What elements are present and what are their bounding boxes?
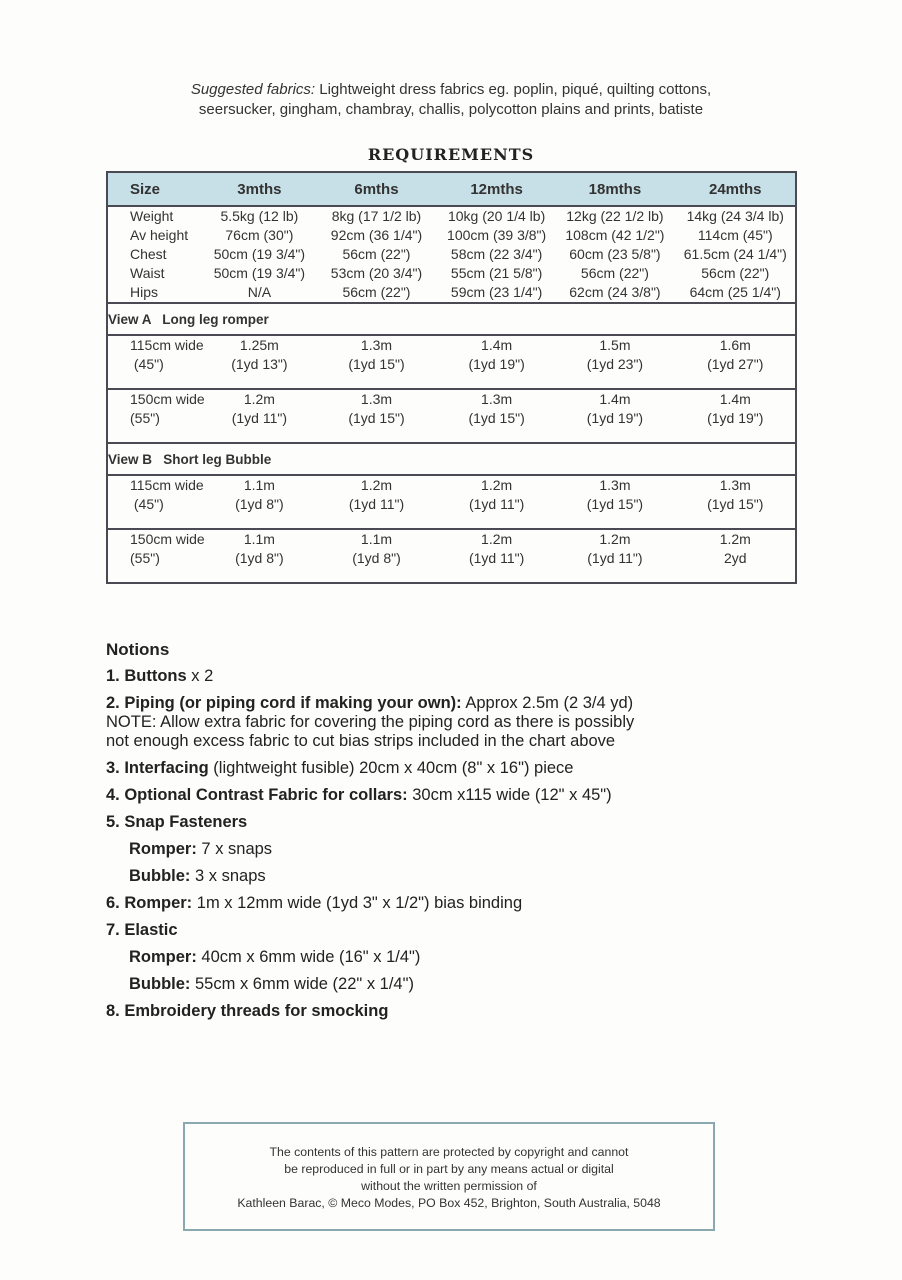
copyright-line: The contents of this pattern are protected by copyright and cannot: [269, 1145, 629, 1159]
notion-item-title: Romper:: [129, 840, 197, 858]
measurement-labels: [107, 206, 205, 303]
notion-item: [106, 948, 806, 967]
meters: 1.2m: [243, 391, 275, 407]
notion-item-title: 8. Embroidery threads for smocking: [106, 1002, 389, 1020]
cell: [314, 529, 439, 583]
yards: 2yd: [723, 550, 747, 566]
cell: 114cm (45"): [697, 227, 773, 243]
yards: (1yd 27"): [707, 356, 764, 372]
measurements-row: [107, 206, 796, 303]
notion-item-title: 2. Piping (or piping cord if making your own):: [106, 694, 462, 712]
notion-item: [106, 867, 806, 886]
label-chest: Chest: [130, 246, 167, 262]
meters: 1.4m: [599, 391, 631, 407]
copyright-line: without the written permission of: [361, 1179, 537, 1193]
width-label: 150cm wide: [130, 531, 205, 547]
cell: 58cm (22 3/4"): [450, 246, 543, 262]
yards: (1yd 11"): [231, 410, 288, 426]
yards: (1yd 19"): [468, 356, 525, 372]
view-a-title: View A Long leg romper: [107, 303, 796, 335]
cell: [439, 389, 554, 443]
copyright-line: Kathleen Barac, © Meco Modes, PO Box 452, Brighton, South Australia, 5048: [237, 1196, 661, 1210]
width-label: 150cm wide: [130, 391, 205, 407]
yards: (1yd 8"): [352, 550, 401, 566]
measurements-12mths: [439, 206, 554, 303]
yards: (1yd 15"): [348, 410, 405, 426]
row-label: [107, 475, 205, 529]
requirements-title: REQUIREMENTS: [367, 145, 535, 164]
requirements-table: [106, 171, 797, 584]
meters: 1.2m: [360, 477, 393, 493]
notion-item: [106, 840, 806, 859]
width-inches: (55"): [130, 410, 160, 426]
row-label: [107, 529, 205, 583]
cell: 76cm (30"): [225, 227, 294, 243]
cell: 60cm (23 5/8"): [569, 246, 661, 262]
yards: (1yd 8"): [235, 496, 284, 512]
cell: 61.5cm (24 1/4"): [683, 246, 787, 262]
meters: 1.2m: [599, 531, 631, 547]
header-24mths: 24mths: [676, 172, 796, 206]
notions-list: [106, 667, 806, 1021]
cell: 64cm (25 1/4"): [689, 284, 781, 300]
meters: 1.1m: [243, 477, 275, 493]
notion-item-text: 30cm x115 wide (12" x 45"): [407, 786, 612, 804]
row-label: [107, 335, 205, 389]
notion-item: [106, 713, 806, 732]
yards: (1yd 11"): [587, 550, 643, 566]
cell: [554, 529, 675, 583]
cell: [676, 475, 796, 529]
view-a-header: [107, 303, 796, 335]
width-label: 115cm wide: [130, 337, 204, 353]
yards: (1yd 11"): [468, 496, 525, 512]
meters: 1.5m: [599, 337, 631, 353]
notion-item-title: 7. Elastic: [106, 921, 178, 939]
notion-item-title: 3. Interfacing: [106, 759, 209, 777]
notion-item: [106, 894, 806, 913]
cell: 56cm (22"): [580, 265, 649, 281]
notion-item-title: Bubble:: [129, 867, 191, 885]
cell: 100cm (39 3/8"): [447, 227, 547, 243]
notion-item-text: (lightweight fusible) 20cm x 40cm (8" x 16") piece: [208, 759, 574, 777]
notion-item-title: 1. Buttons: [106, 667, 187, 685]
fabrics-line-1: Lightweight dress fabrics eg. poplin, piqué, quilting cottons,: [315, 81, 712, 98]
meters: 1.3m: [360, 391, 393, 407]
yards: (1yd 11"): [468, 550, 525, 566]
cell: [676, 389, 796, 443]
copyright-line: be reproduced in full or in part by any means actual or digital: [284, 1162, 614, 1176]
header-6mths: 6mths: [314, 172, 439, 206]
cell: [205, 389, 314, 443]
cell: [439, 475, 554, 529]
notion-item-text: 7 x snaps: [196, 840, 273, 858]
notion-item-text: NOTE: Allow extra fabric for covering the piping cord as there is possibly: [106, 713, 635, 731]
cell: [439, 335, 554, 389]
cell: 10kg (20 1/4 lb): [447, 208, 546, 224]
table-row: [107, 475, 796, 529]
notion-item: [106, 975, 806, 994]
table-row: [107, 529, 796, 583]
yards: (1yd 23"): [586, 356, 644, 372]
notion-item-text: Approx 2.5m (2 3/4 yd): [461, 694, 634, 712]
header-18mths: 18mths: [554, 172, 675, 206]
meters: 1.25m: [239, 337, 279, 353]
cell: [554, 335, 675, 389]
cell: [554, 389, 675, 443]
table-row: [107, 335, 796, 389]
cell: [439, 529, 554, 583]
fabrics-line-2: seersucker, gingham, chambray, challis, polycotton plains and prints, batiste: [198, 101, 704, 118]
notion-item: [106, 732, 806, 751]
row-label: [107, 389, 205, 443]
yards: (1yd 8"): [235, 550, 284, 566]
notion-item-title: 5. Snap Fasteners: [106, 813, 248, 831]
cell: 55cm (21 5/8"): [450, 265, 543, 281]
width-label: 115cm wide: [130, 477, 204, 493]
cell: [676, 335, 796, 389]
cell: [314, 389, 439, 443]
yards: (1yd 15"): [707, 496, 764, 512]
meters: 1.2m: [719, 531, 751, 547]
cell: 59cm (23 1/4"): [450, 284, 543, 300]
label-waist: Waist: [130, 265, 165, 281]
header-size: Size: [107, 172, 205, 206]
meters: 1.3m: [481, 391, 513, 407]
meters: 1.6m: [719, 337, 751, 353]
measurements-18mths: [554, 206, 675, 303]
cell: [554, 475, 675, 529]
notion-item: [106, 813, 806, 832]
suggested-fabrics: [0, 80, 902, 120]
table-header-row: [107, 172, 796, 206]
label-av-height: Av height: [130, 227, 189, 243]
meters: 1.2m: [481, 531, 513, 547]
cell: 108cm (42 1/2"): [565, 227, 665, 243]
meters: 1.2m: [481, 477, 513, 493]
width-inches: (45"): [130, 496, 164, 512]
meters: 1.3m: [599, 477, 631, 493]
notion-item: [106, 921, 806, 940]
cell: 56cm (22"): [342, 284, 411, 300]
cell: 56cm (22"): [701, 265, 770, 281]
meters: 1.3m: [719, 477, 751, 493]
cell: [314, 335, 439, 389]
yards: (1yd 15"): [586, 496, 644, 512]
notion-item-text: 3 x snaps: [190, 867, 266, 885]
meters: 1.1m: [243, 531, 275, 547]
meters: 1.1m: [360, 531, 393, 547]
cell: 56cm (22"): [342, 246, 411, 262]
notion-item: [106, 786, 806, 805]
notion-item: [106, 1002, 806, 1021]
yards: (1yd 13"): [231, 356, 288, 372]
cell: [676, 529, 796, 583]
view-b-title: View B Short leg Bubble: [107, 443, 796, 475]
measurements-3mths: [205, 206, 314, 303]
copyright-box: [183, 1122, 715, 1231]
cell: [205, 475, 314, 529]
notion-item-text: 1m x 12mm wide (1yd 3" x 1/2") bias binding: [192, 894, 523, 912]
label-weight: Weight: [130, 208, 174, 224]
notion-item-text: x 2: [186, 667, 214, 685]
notion-item-text: 40cm x 6mm wide (16" x 1/4"): [196, 948, 421, 966]
width-inches: (55"): [130, 550, 160, 566]
notion-item: [106, 667, 806, 686]
width-inches: (45"): [130, 356, 164, 372]
yards: (1yd 15"): [468, 410, 525, 426]
measurements-6mths: [314, 206, 439, 303]
header-3mths: 3mths: [205, 172, 314, 206]
header-12mths: 12mths: [439, 172, 554, 206]
cell: 5.5kg (12 lb): [220, 208, 299, 224]
cell: [205, 529, 314, 583]
notion-item: [106, 759, 806, 778]
cell: 92cm (36 1/4"): [330, 227, 423, 243]
notions-section: [106, 640, 806, 1029]
view-b-header: [107, 443, 796, 475]
cell: 53cm (20 3/4"): [330, 265, 423, 281]
notion-item-text: 55cm x 6mm wide (22" x 1/4"): [190, 975, 414, 993]
meters: 1.4m: [481, 337, 513, 353]
cell: [205, 335, 314, 389]
cell: [314, 475, 439, 529]
fabrics-label: Suggested fabrics:: [190, 81, 316, 98]
cell: 8kg (17 1/2 lb): [331, 208, 422, 224]
cell: 14kg (24 3/4 lb): [686, 208, 784, 224]
meters: 1.4m: [719, 391, 751, 407]
yards: (1yd 19"): [586, 410, 644, 426]
notion-item-title: 4. Optional Contrast Fabric for collars:: [106, 786, 408, 804]
cell: 62cm (24 3/8"): [569, 284, 661, 300]
yards: (1yd 11"): [348, 496, 405, 512]
cell: 50cm (19 3/4"): [213, 265, 306, 281]
notions-title: Notions: [106, 640, 170, 659]
yards: (1yd 19"): [707, 410, 764, 426]
notion-item-title: 6. Romper:: [106, 894, 193, 912]
notion-item: [106, 694, 806, 713]
label-hips: Hips: [130, 284, 159, 300]
cell: 50cm (19 3/4"): [213, 246, 306, 262]
measurements-24mths: [676, 206, 796, 303]
notion-item-title: Romper:: [129, 948, 197, 966]
notion-item-text: not enough excess fabric to cut bias strips included in the chart above: [106, 732, 616, 750]
cell: N/A: [247, 284, 272, 300]
notion-item-title: Bubble:: [129, 975, 191, 993]
meters: 1.3m: [360, 337, 393, 353]
cell: 12kg (22 1/2 lb): [566, 208, 664, 224]
yards: (1yd 15"): [348, 356, 405, 372]
table-row: [107, 389, 796, 443]
